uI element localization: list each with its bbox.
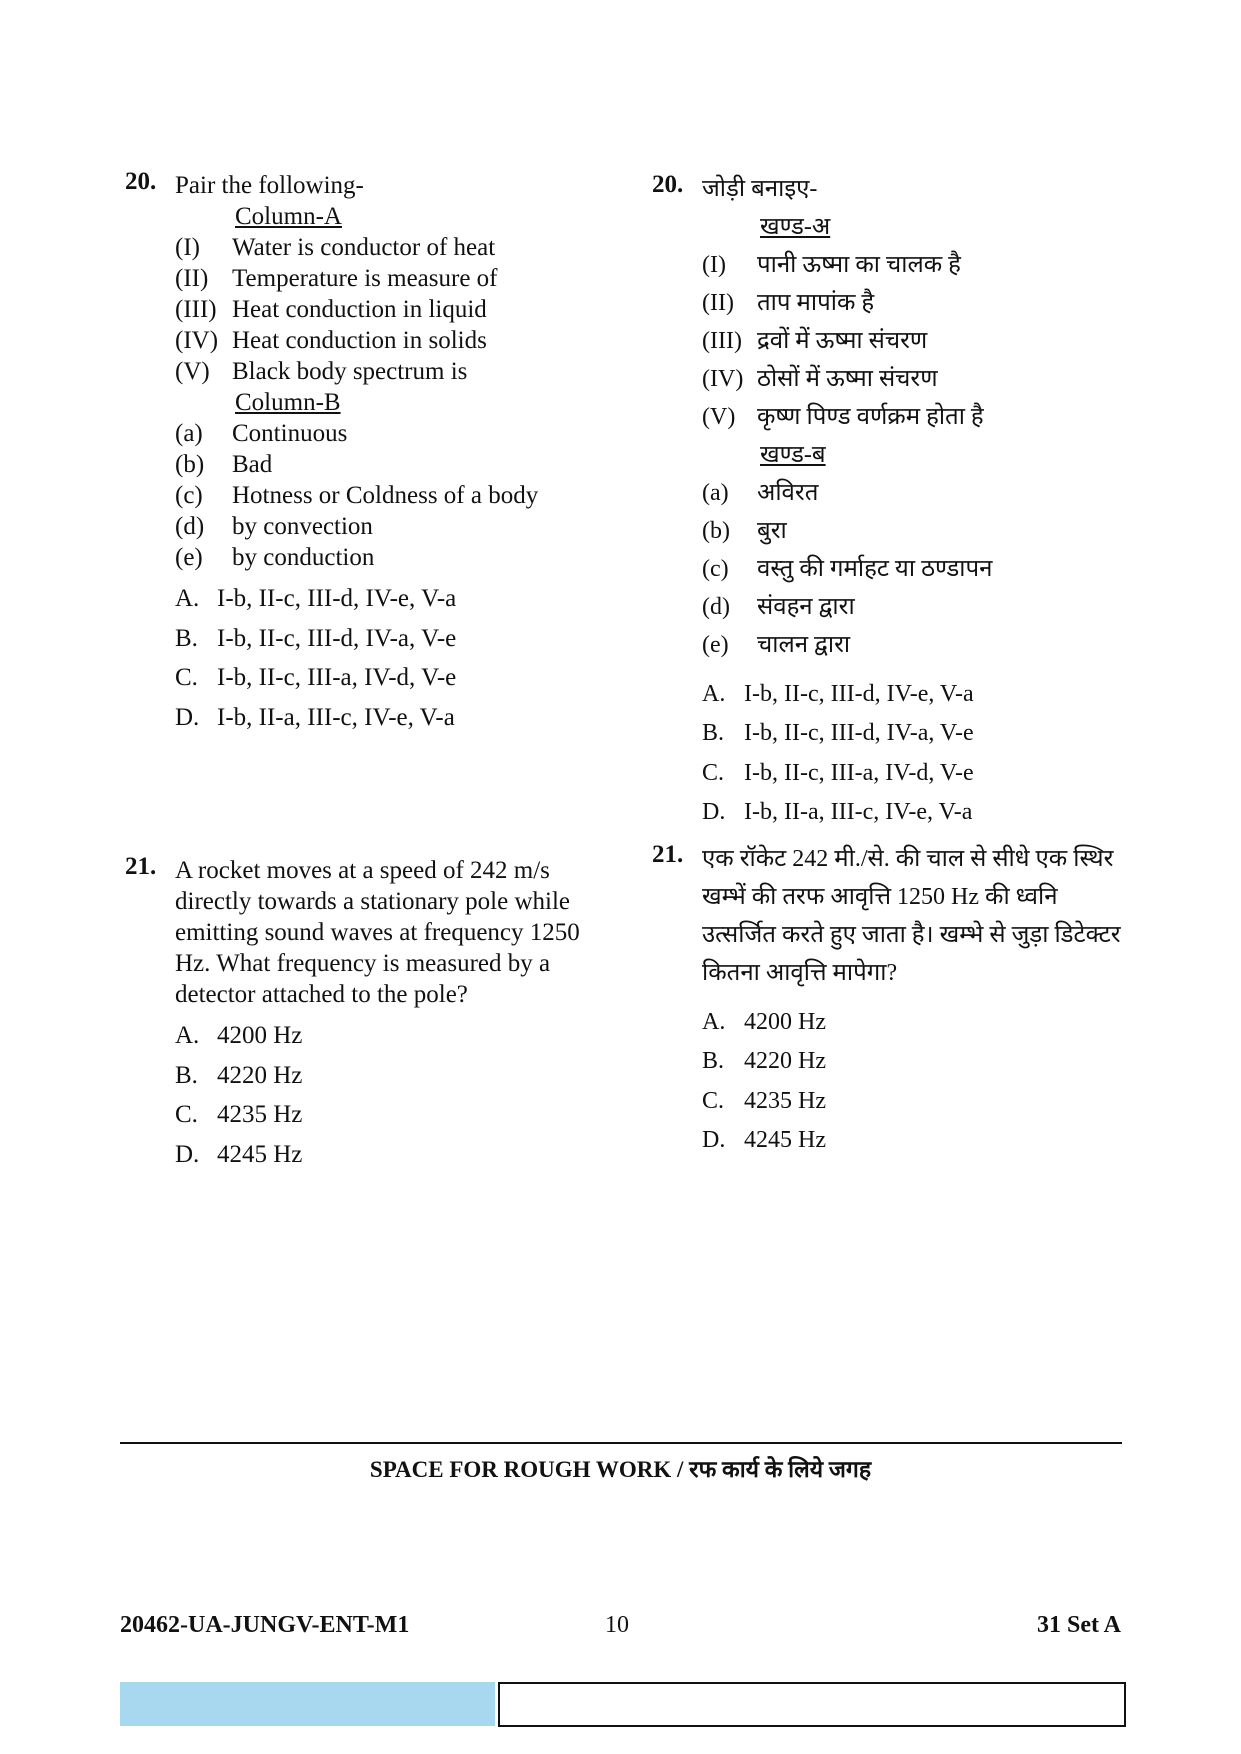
answer-option[interactable]: D. 4245 Hz xyxy=(702,1127,826,1154)
answer-options xyxy=(702,1002,1132,1160)
match-item: (d) संवहन द्वारा xyxy=(702,594,855,620)
match-item: (III) Heat conduction in liquid xyxy=(175,296,487,323)
match-item: (a) अविरत xyxy=(702,480,819,506)
match-item: (V) कृष्ण पिण्ड वर्णक्रम होता है xyxy=(702,404,984,430)
question-number: 21. xyxy=(125,853,157,880)
match-item: (c) वस्तु की गर्माहट या ठण्डापन xyxy=(702,556,993,582)
answer-options xyxy=(175,1016,615,1174)
column-a-title: Column-A xyxy=(235,203,342,230)
question-21-hi xyxy=(652,840,1132,1160)
answer-option[interactable]: B. I-b, II-c, III-d, IV-a, V-e xyxy=(702,720,974,747)
match-item: (II) ताप मापांक है xyxy=(702,290,875,316)
question-20-hi xyxy=(652,170,1132,832)
answer-option[interactable]: C. 4235 Hz xyxy=(175,1101,303,1129)
answer-option[interactable]: C. I-b, II-c, III-a, IV-d, V-e xyxy=(702,759,974,786)
question-prompt: A rocket moves at a speed of 242 m/s directly towards a stationary pole while emitting sound waves at frequency 1250 Hz. What frequency is measured by a detector attached to the pole? xyxy=(175,857,580,1008)
column-b-title: खण्ड-ब xyxy=(760,442,826,468)
answer-options xyxy=(702,674,1132,832)
column-a-title: खण्ड-अ xyxy=(760,214,831,240)
question-prompt: Pair the following- xyxy=(175,172,364,199)
color-bar xyxy=(120,1682,495,1726)
set-label: 31 Set A xyxy=(1037,1612,1121,1638)
page-number: 10 xyxy=(605,1612,629,1638)
blank-box xyxy=(498,1682,1126,1727)
match-item: (e) by conduction xyxy=(175,544,375,571)
question-number: 21. xyxy=(652,841,684,868)
question-number: 20. xyxy=(125,168,157,195)
match-item: (V) Black body spectrum is xyxy=(175,358,468,385)
match-item: (d) by convection xyxy=(175,513,373,540)
answer-option[interactable]: C. 4235 Hz xyxy=(702,1087,826,1114)
paper-code: 20462-UA-JUNGV-ENT-M1 xyxy=(120,1612,410,1638)
divider-line xyxy=(120,1442,1122,1444)
match-item: (c) Hotness or Coldness of a body xyxy=(175,482,539,509)
match-item: (b) Bad xyxy=(175,451,273,478)
question-21-en xyxy=(125,855,615,1174)
question-prompt: एक रॉकेट 242 मी./से. की चाल से सीधे एक स्थिर खम्भें की तरफ आवृत्ति 1250 Hz की ध्वनि उत्सर्जित करते हुए जाता है। खम्भे से जुड़ा डिटेक्टर कितना आवृत्ति मापेगा? xyxy=(702,846,1121,986)
match-item: (I) Water is conductor of heat xyxy=(175,234,496,261)
match-item: (IV) ठोसों में ऊष्मा संचरण xyxy=(702,366,938,392)
rough-work-label: SPACE FOR ROUGH WORK / रफ कार्य के लिये जगह xyxy=(369,1457,872,1482)
answer-option[interactable]: A. 4200 Hz xyxy=(702,1008,826,1035)
answer-option[interactable]: B. 4220 Hz xyxy=(175,1061,303,1089)
match-item: (II) Temperature is measure of xyxy=(175,265,498,292)
answer-option[interactable]: D. I-b, II-a, III-c, IV-e, V-a xyxy=(175,703,455,731)
answer-option[interactable]: C. I-b, II-c, III-a, IV-d, V-e xyxy=(175,664,457,692)
hindi-column xyxy=(652,170,1132,1160)
english-column xyxy=(125,170,615,1174)
question-prompt: जोड़ी बनाइए- xyxy=(702,176,818,202)
answer-option[interactable]: B. I-b, II-c, III-d, IV-a, V-e xyxy=(175,624,457,652)
answer-option[interactable]: D. 4245 Hz xyxy=(175,1140,303,1168)
answer-option[interactable]: A. I-b, II-c, III-d, IV-e, V-a xyxy=(175,585,457,613)
match-item: (e) चालन द्वारा xyxy=(702,632,851,658)
match-item: (a) Continuous xyxy=(175,420,348,447)
match-item: (b) बुरा xyxy=(702,518,787,544)
answer-option[interactable]: A. 4200 Hz xyxy=(175,1022,303,1050)
answer-option[interactable]: A. I-b, II-c, III-d, IV-e, V-a xyxy=(702,680,974,707)
answer-option[interactable]: D. I-b, II-a, III-c, IV-e, V-a xyxy=(702,799,973,826)
question-20-en xyxy=(125,170,615,737)
match-item: (III) द्रवों में ऊष्मा संचरण xyxy=(702,328,928,354)
match-item: (IV) Heat conduction in solids xyxy=(175,327,487,354)
answer-options xyxy=(175,579,615,737)
match-item: (I) पानी ऊष्मा का चालक है xyxy=(702,252,961,278)
column-b-title: Column-B xyxy=(235,389,341,416)
question-number: 20. xyxy=(652,171,684,198)
answer-option[interactable]: B. 4220 Hz xyxy=(702,1048,826,1075)
